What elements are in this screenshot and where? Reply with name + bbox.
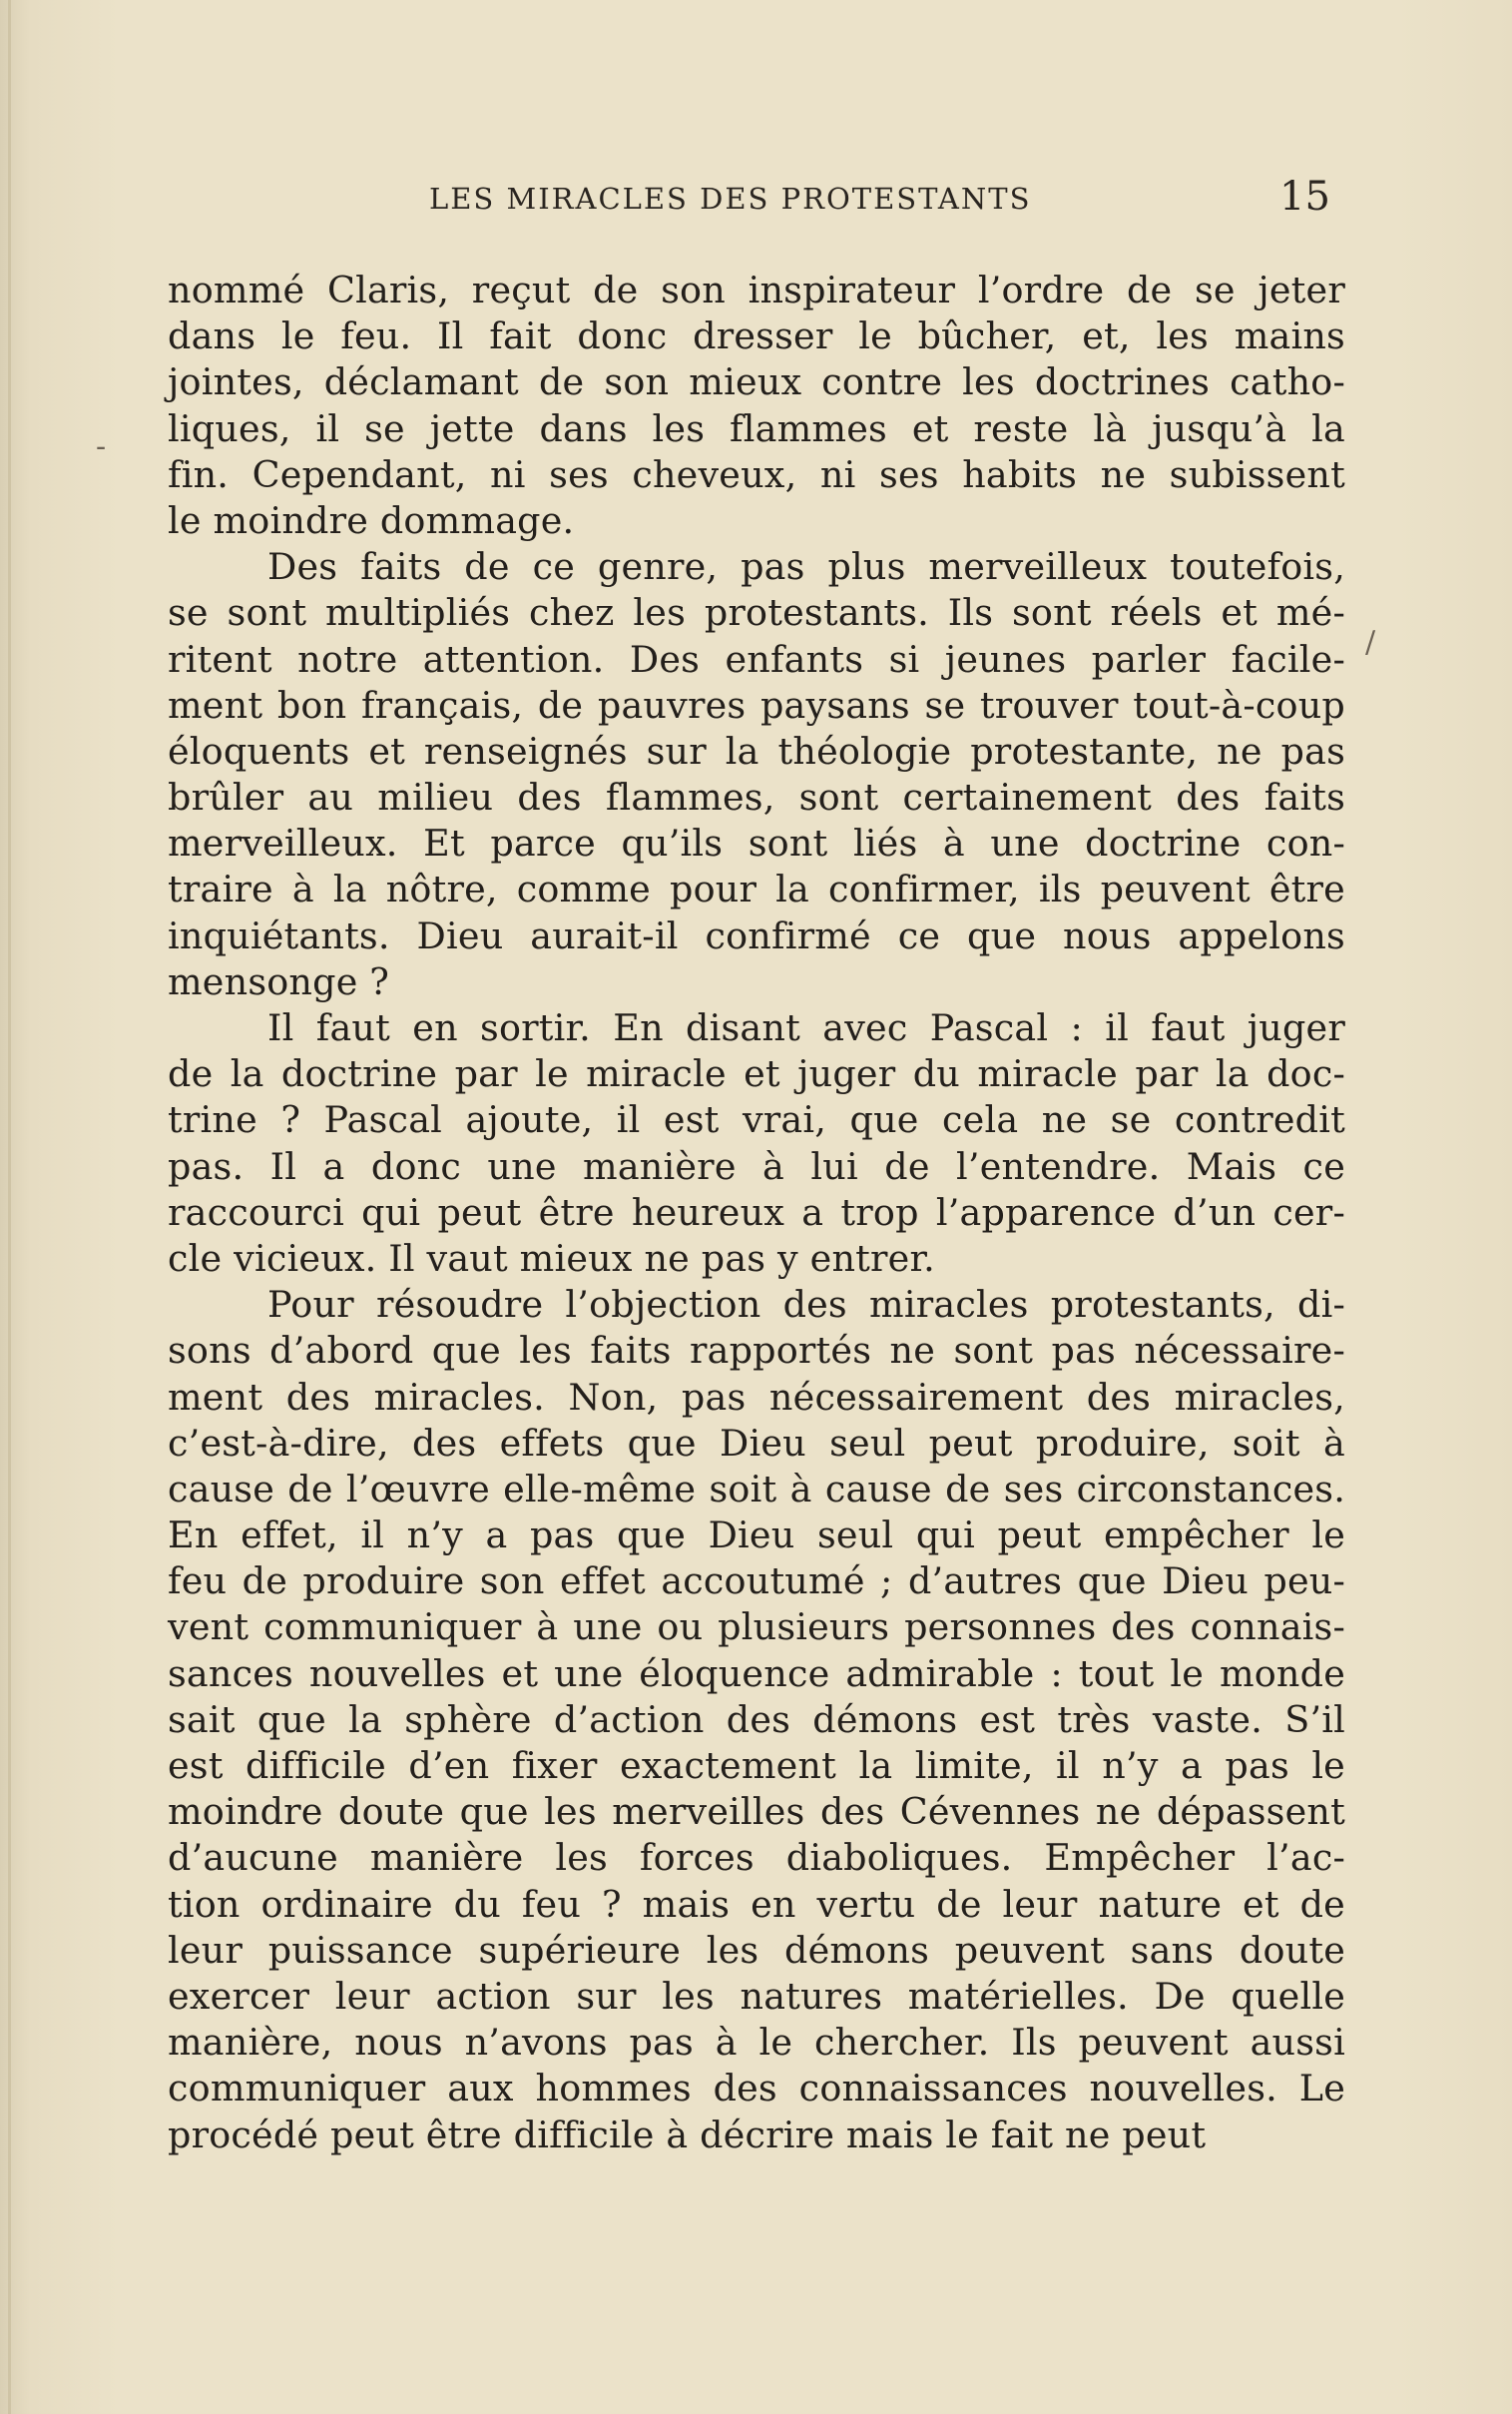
text-line: nommé Claris, reçut de son inspirateur l’ordre de se jeter bbox=[168, 269, 1345, 311]
text-line: communiquer aux hommes des connaissances nouvelles. Le bbox=[168, 2067, 1345, 2111]
text-line: éloquents et renseignés sur la théologie protestante, ne pas bbox=[168, 729, 1345, 773]
text-line: sances nouvelles et une éloquence admirable : tout le monde bbox=[168, 1651, 1345, 1695]
body-text bbox=[168, 268, 1345, 2158]
text-line: merveilleux. Et parce qu’ils sont liés à une doctrine con- bbox=[168, 822, 1345, 866]
text-line: exercer leur action sur les natures matérielles. De quelle bbox=[168, 1974, 1345, 2018]
paragraph bbox=[168, 544, 1345, 1005]
text-line: Pour résoudre l’objection des miracles protestants, di- bbox=[267, 1283, 1345, 1327]
text-line: feu de produire son effet accoutumé ; d’autres que Dieu peu- bbox=[168, 1559, 1345, 1603]
text-line: se sont multipliés chez les protestants. Ils sont réels et mé- bbox=[168, 591, 1345, 635]
paragraph bbox=[168, 1005, 1345, 1282]
text-line: jointes, déclamant de son mieux contre les doctrines catho- bbox=[168, 360, 1345, 404]
text-line: En effet, il n’y a pas que Dieu seul qui peut empêcher le bbox=[168, 1513, 1345, 1557]
text-line: est difficile d’en fixer exactement la limite, il n’y a pas le bbox=[168, 1744, 1345, 1787]
paragraph bbox=[168, 1282, 1345, 2158]
text-line: sait que la sphère d’action des démons est très vaste. S’il bbox=[168, 1697, 1345, 1741]
text-line: manière, nous n’avons pas à le chercher. Ils peuvent aussi bbox=[168, 2021, 1345, 2065]
text-line: dans le feu. Il fait donc dresser le bûcher, et, les mains bbox=[168, 314, 1345, 358]
text-line: c’est-à-dire, des effets que Dieu seul peut produire, soit à bbox=[168, 1421, 1345, 1465]
text-line: tion ordinaire du feu ? mais en vertu de leur nature et de bbox=[168, 1882, 1345, 1926]
running-head: LES MIRACLES DES PROTESTANTS bbox=[429, 182, 1032, 216]
text-line: mensonge ? bbox=[168, 959, 390, 1003]
paragraph bbox=[168, 268, 1345, 544]
text-line: procédé peut être difficile à décrire mais le fait ne peut bbox=[168, 2112, 1207, 2156]
text-line: liques, il se jette dans les flammes et reste là jusqu’à la bbox=[168, 406, 1345, 450]
text-line: sons d’abord que les faits rapportés ne sont pas nécessaire- bbox=[168, 1329, 1345, 1373]
text-line: le moindre dommage. bbox=[168, 498, 575, 542]
text-line: moindre doute que les merveilles des Cévennes ne dépassent bbox=[168, 1790, 1345, 1834]
text-line: brûler au milieu des flammes, sont certainement des faits bbox=[168, 776, 1345, 820]
text-line: Des faits de ce genre, pas plus merveilleux toutefois, bbox=[267, 545, 1345, 589]
text-line: ritent notre attention. Des enfants si jeunes parler facile- bbox=[168, 637, 1345, 681]
margin-mark: - bbox=[96, 429, 107, 464]
page-number: 15 bbox=[1279, 174, 1330, 220]
text-line: traire à la nôtre, comme pour la confirmer, ils peuvent être bbox=[168, 868, 1345, 911]
text-line: ment bon français, de pauvres paysans se trouver tout-à-coup bbox=[168, 683, 1345, 727]
text-line: trine ? Pascal ajoute, il est vrai, que cela ne se contredit bbox=[168, 1098, 1345, 1142]
text-line: d’aucune manière les forces diaboliques. Empêcher l’ac- bbox=[168, 1836, 1345, 1880]
text-line: ment des miracles. Non, pas nécessairement des miracles, bbox=[168, 1375, 1345, 1419]
text-line: leur puissance supérieure les démons peuvent sans doute bbox=[168, 1928, 1345, 1972]
text-line: vent communiquer à une ou plusieurs personnes des connais- bbox=[168, 1605, 1345, 1649]
text-line: pas. Il a donc une manière à lui de l’entendre. Mais ce bbox=[168, 1144, 1345, 1188]
text-line: inquiétants. Dieu aurait-il confirmé ce que nous appelons bbox=[168, 913, 1345, 957]
gutter-shadow bbox=[8, 0, 11, 2414]
margin-mark: / bbox=[1365, 625, 1376, 660]
text-line: fin. Cependant, ni ses cheveux, ni ses habits ne subissent bbox=[168, 452, 1345, 496]
text-line: cle vicieux. Il vaut mieux ne pas y entrer. bbox=[168, 1236, 935, 1280]
text-line: raccourci qui peut être heureux a trop l’apparence d’un cer- bbox=[168, 1190, 1345, 1234]
text-line: Il faut en sortir. En disant avec Pascal : il faut juger bbox=[267, 1006, 1345, 1049]
text-line: cause de l’œuvre elle-même soit à cause de ses circonstances. bbox=[168, 1467, 1345, 1510]
text-line: de la doctrine par le miracle et juger du miracle par la doc- bbox=[168, 1052, 1345, 1096]
